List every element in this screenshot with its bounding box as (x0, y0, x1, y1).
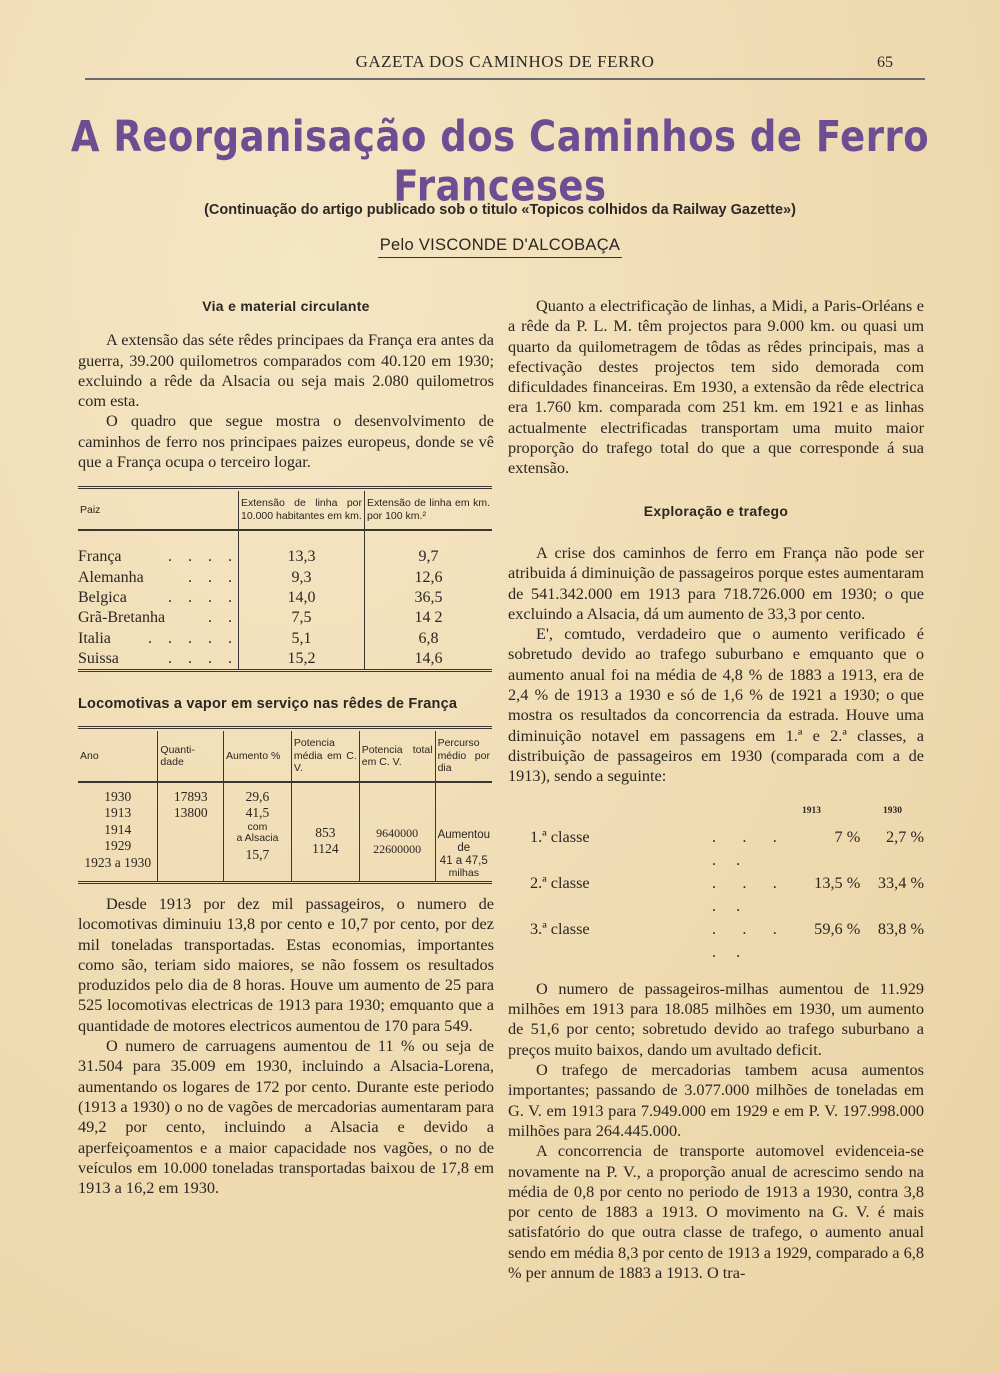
paragraph: Desde 1913 por dez mil passageiros, o numero de locomotivas diminuiu 13,8 por cento e 10,7 por cento, por dez mil toneladas transportadas. Estas economias, importantes como são, teriam sido maiores, se não fossem os resultados produzidos pelo dia de 8 horas. Houve um aumento de 25 para 525 locomotivas electricas de 1913 para 1930; emquanto que a quantidade de motores electricos aumentou de 170 para 549. (78, 893, 494, 1035)
country-name: Belgica (78, 588, 127, 606)
value-1930: 2,7 % (886, 826, 924, 846)
increase-note: com (247, 820, 268, 833)
paragraph: O trafego de mercadorias tambem acusa aumentos importantes; passando de 3.077.000 milhões de toneladas em G. V. em 1913 para 7.949.000 em 1929 e em P. V. 197.998.000 milhões para 264.445.000. (508, 1060, 924, 1140)
table-row: Grã-Bretanha . . 7,5 14 2 (78, 608, 492, 628)
value-1913: 59,6 % (814, 918, 861, 938)
year: 1913 (104, 805, 132, 821)
avg-power: 853 (315, 824, 336, 840)
cell-potencia-total (359, 782, 435, 883)
country-name: Alemanha (78, 568, 144, 586)
class-row (508, 917, 924, 963)
cell-quantidade (158, 782, 224, 883)
value-1930: 33,4 % (877, 872, 924, 892)
cell-per-area: 9,7 (365, 530, 493, 567)
paragraph: Quanto a electrificação de linhas, a Midi, a Paris-Orléans e a rêde da P. L. M. têm projectos para 9.000 km. ou quasi um quarto da quilometragem de tôdas as rêdes principais, mas a efectivação destes projectos tem sido demorada com dificuldades financeiras. Em 1930, a extensão da rêde electrica era 1.760 km. comparada com 251 km. em 1921 e as linhas actualmente electrificadas transportam uma muito maior proporção do trafego total do que a que corresponde á sua extensão. (508, 296, 924, 478)
column-header: Potencia média em C. V. (291, 731, 359, 782)
paragraph: A concorrencia de transporte automovel evidenceia-se novamente na P. V., a proporção anual de acrescimo sendo na média de 0,8 por cento no periodo de 1913 a 1930, contra 3,8 por cento de 1883 a 1913. O movimento na G. V. é mais satisfatório do que outra classe de trafego, o aumento anual sendo em média 8,3 por cento de 1913 a 1929, comparado a 6,8 % per annum de 1883 a 1913. O tra- (508, 1141, 924, 1282)
byline-wrap (0, 236, 1000, 258)
cell-per-inhab: 9,3 (239, 568, 365, 588)
year: 1930 (104, 788, 132, 804)
cell-per-area: 6,8 (365, 629, 493, 649)
passenger-class-table (508, 801, 924, 963)
country-name: Grã-Bretanha (78, 609, 166, 627)
value-1913: 13,5 % (814, 872, 861, 892)
total-power: 9640000 (376, 825, 419, 840)
increase-note: a Alsacia (236, 831, 279, 844)
paragraph: O numero de passageiros-milhas aumentou de 11.929 milhões em 1913 para 18.085 milhões em 1930, um aumento de 51,6 por cento; sobretudo devido ao trafego suburbano a preços muito baixos, dando um avultado deficit. (508, 978, 924, 1059)
year: 1929 (104, 838, 132, 854)
cell-ano (78, 782, 158, 883)
cell-aumento (224, 782, 292, 883)
column-header: Paiz (78, 491, 239, 530)
paragraph: O numero de carruagens aumentou de 11 % ou seja de 31.504 para 35.009 em 1930, incluindo a Alsacia-Lorena, aumentando os logares de 172 por cento. Durante este periodo (1913 a 1930) o no de vagões de mercadorias aumentaram para 49,2 por cento, incluindo a Alsacia e devido a aperfeiçoamentos e a maior capacidade nos vagões, o no de veículos em 10.000 toneladas transportadas baixou de 17,8 em 1913 a 16,2 em 1930. (78, 1036, 494, 1198)
locomotives-table-heading: Locomotivas a vapor em serviço nas rêdes de França (78, 696, 458, 713)
running-header (85, 50, 925, 80)
value-1913: 7 % (834, 826, 861, 846)
increase: 29,6 (245, 788, 270, 804)
increase: 41,5 (245, 805, 270, 821)
section-heading-via: Via e material circulante (202, 298, 370, 314)
cell-per-inhab: 14,0 (239, 588, 365, 608)
cell-per-inhab: 15,2 (239, 649, 365, 671)
column-header: Potencia total em C. V. (359, 731, 435, 782)
paragraph: O quadro que segue mostra o desenvolvimento de caminhos de ferro nos principaes paizes europeus, donde se vê que a França ocupa o terceiro logar. (78, 411, 494, 472)
quantity: 17893 (173, 788, 208, 804)
class-row (508, 825, 924, 871)
locomotives-table (78, 726, 492, 886)
country-railway-table (78, 486, 492, 674)
year-header: 1913 (802, 805, 821, 816)
paragraph: E', comtudo, verdadeiro que o aumento verificado é sobretudo devido ao trafego suburbano e emquanto que o aumento anual foi na média de 4,8 % de 1883 a 1913, era de 2,4 % de 1913 a 1930 e só de 1,6 % de 1921 a 1930; o que mostra os resultados da concorrencia da estrada. Houve uma diminuição notavel em passagens em 1.ª e 2.ª classes, a distribuição de passageiros em 1930 (comparada com a de 1913), sendo a seguinte: (508, 624, 924, 786)
year-headers (508, 801, 924, 821)
section-heading-exploracao: Exploração e trafego (643, 502, 789, 519)
leader-dots: . . . . . (711, 918, 785, 961)
column-header: Percurso médio por dia (435, 731, 492, 782)
paragraph: A extensão das séte rêdes principaes da França era antes da guerra, 39.200 quilometros comparados com 40.120 em 1930; excluindo a rêde da Alsacia ou seja mais 2.080 quilometros com esta. (78, 330, 494, 411)
table-header-row (78, 491, 492, 530)
class-label: 1.ª classe (530, 826, 590, 846)
column-header: Extensão de linha por 10.000 habitantes em km. (239, 491, 365, 530)
table-row: França . . . . 13,3 9,7 (78, 530, 492, 567)
year-header: 1930 (883, 805, 902, 816)
increase: 15,7 (245, 846, 270, 862)
article-title: A Reorganisação dos Caminhos de Ferro Franceses (70, 112, 930, 211)
article-subtitle: (Continuação do artigo publicado sob o titulo «Topicos colhidos da Railway Gazette») (204, 202, 796, 218)
class-label: 2.ª classe (530, 872, 590, 892)
cell-per-area: 12,6 (365, 568, 493, 588)
cell-per-inhab: 13,3 (239, 530, 365, 567)
paragraph: A crise dos caminhos de ferro em França não pode ser atribuida á diminuição de passageiros porque estes aumentaram de 541.342.000 em 1913 para 718.726.000 em 1930; o que excluindo a Alsacia, dá um aumento de 33,3 por cento. (508, 542, 924, 623)
distance-note: Aumentou (437, 828, 490, 841)
cell-percurso (435, 782, 492, 883)
total-power: 22600000 (373, 842, 422, 857)
country-name: França (78, 548, 122, 566)
right-column (508, 296, 924, 1283)
table-header-row (78, 731, 492, 782)
table-row: Italia . . . . . 5,1 6,8 (78, 629, 492, 649)
quantity: 13800 (173, 805, 208, 821)
column-header: Quanti- dade (158, 731, 224, 782)
cell-per-area: 36,5 (365, 588, 493, 608)
cell-potencia-media (291, 782, 359, 883)
cell-per-inhab: 5,1 (239, 629, 365, 649)
country-name: Italia (78, 629, 111, 647)
leader-dots: . . . . . (711, 872, 785, 915)
cell-per-inhab: 7,5 (239, 608, 365, 628)
table-row: Alemanha . . . 9,3 12,6 (78, 568, 492, 588)
table-row: Belgica . . . . 14,0 36,5 (78, 588, 492, 608)
class-label: 3.ª classe (530, 918, 590, 938)
year: 1914 (104, 821, 132, 837)
distance-note: milhas (448, 866, 479, 879)
class-row (508, 871, 924, 917)
value-1930: 83,8 % (877, 918, 924, 938)
avg-power: 1124 (312, 841, 339, 857)
distance-note: de (457, 841, 471, 854)
distance-note: 41 a 47,5 (439, 854, 488, 867)
cell-per-area: 14 2 (365, 608, 493, 628)
journal-name: GAZETA DOS CAMINHOS DE FERRO (355, 52, 655, 71)
column-header: Ano (78, 731, 158, 782)
page-number: 65 (877, 54, 893, 71)
table-row: Suissa . . . . 15,2 14,6 (78, 649, 492, 671)
column-header: Aumento % (224, 731, 292, 782)
country-name: Suissa (78, 649, 119, 667)
table-row (78, 782, 492, 883)
year: 1923 a 1930 (84, 854, 152, 870)
leader-dots: . . . . . (711, 826, 785, 869)
cell-per-area: 14,6 (365, 649, 493, 671)
column-header: Extensão de linha em km. por 100 km.² (365, 491, 493, 530)
left-column (78, 296, 494, 1198)
article-byline: Pelo VISCONDE D'ALCOBAÇA (378, 236, 623, 258)
